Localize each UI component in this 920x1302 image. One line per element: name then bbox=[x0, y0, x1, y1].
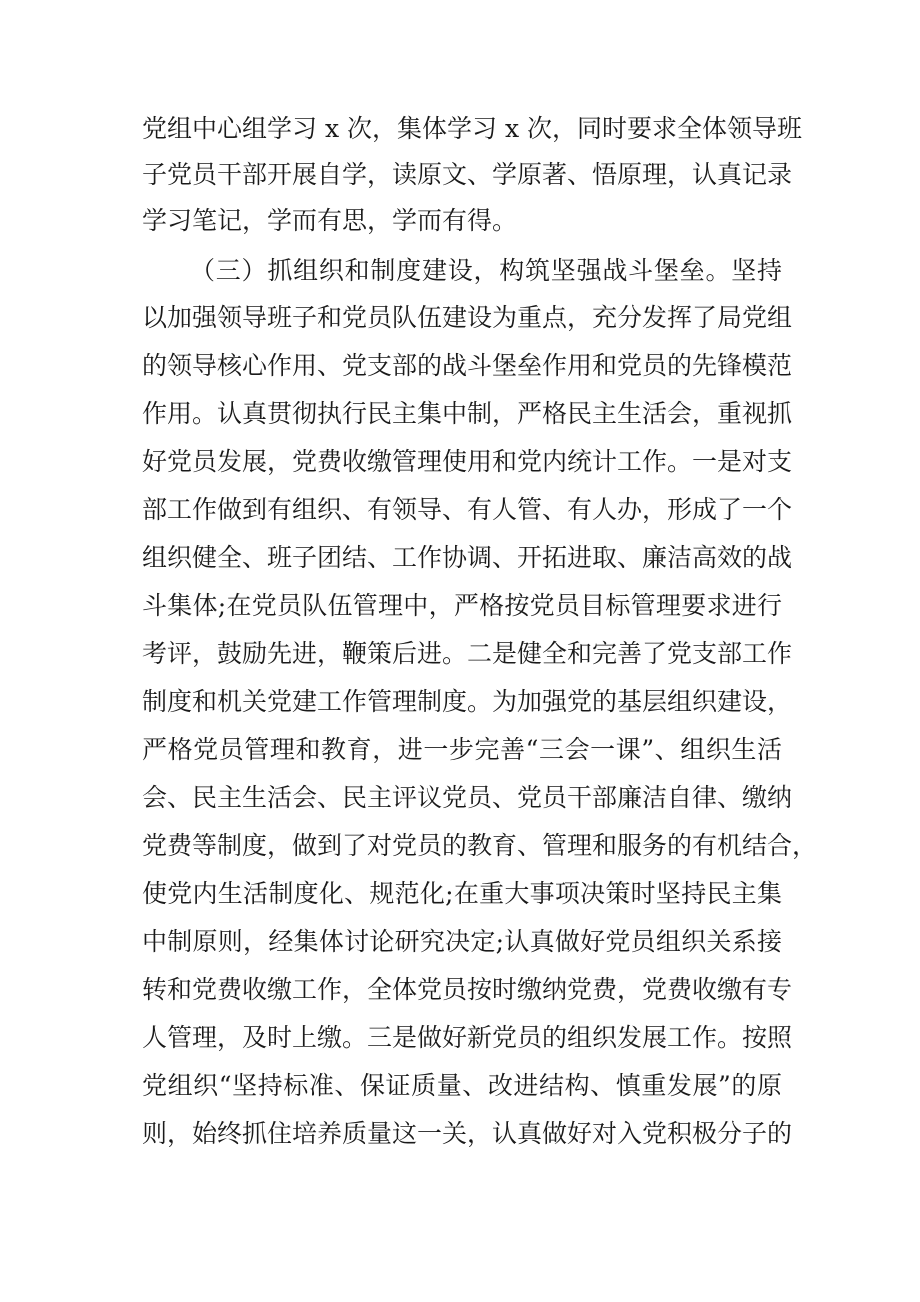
text-line: 好党员发展，党费收缴管理使用和党内统计工作。一是对支 bbox=[142, 447, 793, 476]
text-line: 考评，鼓励先进，鞭策后进。二是健全和完善了党支部工作 bbox=[142, 639, 793, 668]
text-line: 党组织“坚持标准、保证质量、改进结构、慎重发展”的原 bbox=[142, 1071, 782, 1100]
text-line: 人管理，及时上缴。三是做好新党员的组织发展工作。按照 bbox=[142, 1023, 793, 1052]
text-line: 严格党员管理和教育，进一步完善“三会一课”、组织生活 bbox=[142, 735, 782, 764]
text-line: 转和党费收缴工作，全体党员按时缴纳党费，党费收缴有专 bbox=[142, 975, 793, 1004]
text-line: 作用。认真贯彻执行民主集中制，严格民主生活会，重视抓 bbox=[142, 399, 793, 428]
text-line: 会、民主生活会、民主评议党员、党员干部廉洁自律、缴纳 bbox=[142, 783, 793, 812]
text-line: 党组中心组学习 x 次，集体学习 x 次，同时要求全体领导班 bbox=[142, 114, 802, 143]
text-line: 使党内生活制度化、规范化;在重大事项决策时坚持民主集 bbox=[142, 879, 782, 908]
text-line: 党费等制度，做到了对党员的教育、管理和服务的有机结合， bbox=[142, 831, 818, 860]
text-line: 中制原则，经集体讨论研究决定;认真做好党员组织关系接 bbox=[142, 927, 782, 956]
text-line: 学习笔记，学而有思，学而有得。 bbox=[142, 206, 518, 235]
text-line: 子党员干部开展自学，读原文、学原著、悟原理，认真记录 bbox=[142, 160, 793, 189]
section-heading-line: （三）抓组织和制度建设，构筑坚强战斗堡垒。坚持 bbox=[190, 256, 782, 285]
text-line: 部工作做到有组织、有领导、有人管、有人办，形成了一个 bbox=[142, 495, 793, 524]
text-line: 斗集体;在党员队伍管理中，严格按党员目标管理要求进行 bbox=[142, 591, 782, 620]
text-line: 以加强领导班子和党员队伍建设为重点，充分发挥了局党组 bbox=[142, 303, 793, 332]
text-line: 组织健全、班子团结、工作协调、开拓进取、廉洁高效的战 bbox=[142, 543, 793, 572]
text-line: 则，始终抓住培养质量这一关，认真做好对入党积极分子的 bbox=[142, 1119, 793, 1148]
text-line: 的领导核心作用、党支部的战斗堡垒作用和党员的先锋模范 bbox=[142, 351, 793, 380]
text-line: 制度和机关党建工作管理制度。为加强党的基层组织建设， bbox=[142, 687, 793, 716]
